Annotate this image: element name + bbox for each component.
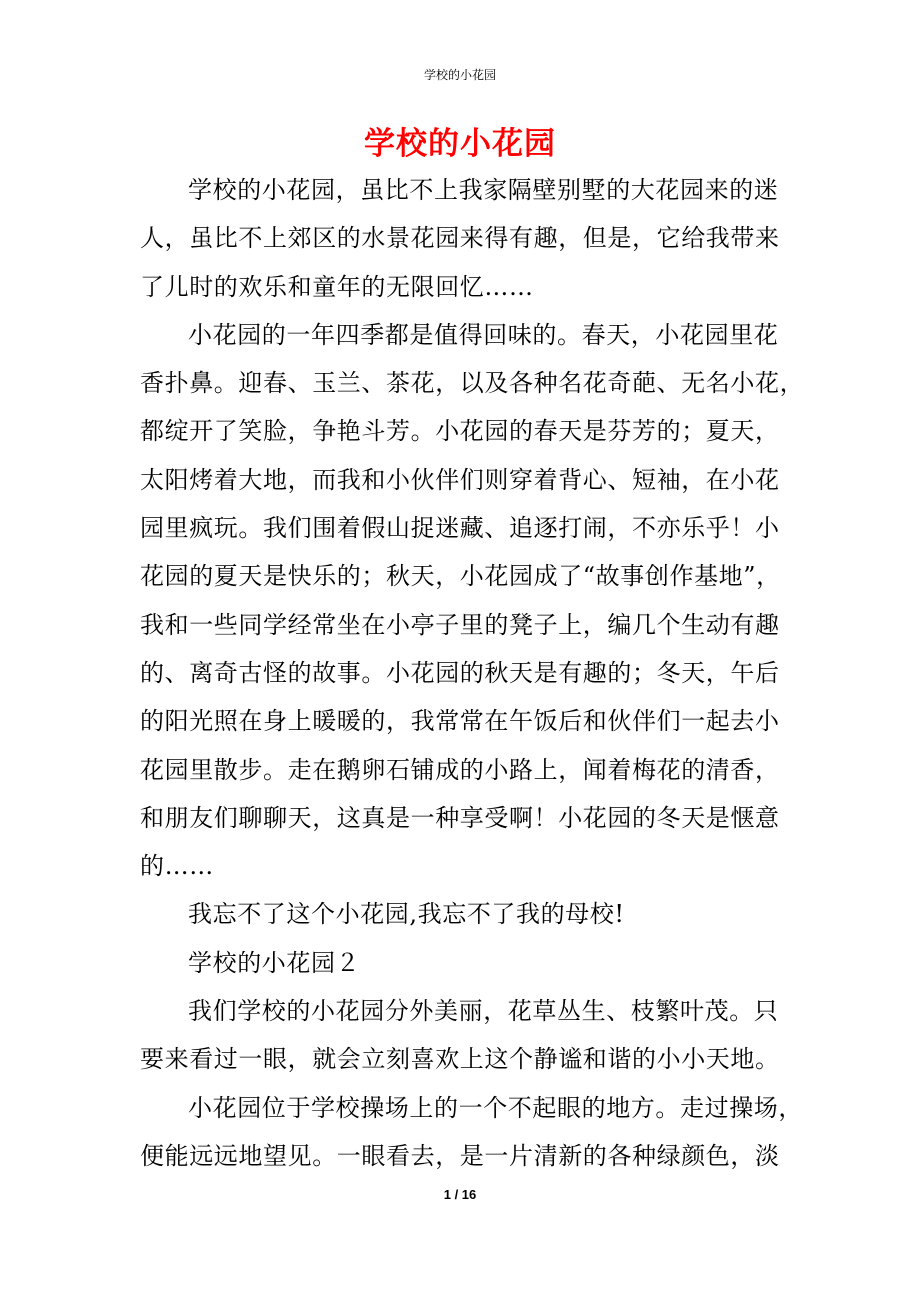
text-line: 我们学校的小花园分外美丽，花草丛生、枝繁叶茂。只 — [188, 997, 779, 1026]
text-line: 我忘不了这个小花园,我忘不了我的母校! — [188, 900, 625, 929]
text-line: 和朋友们聊聊天，这真是一种享受啊！小花园的冬天是惬意 — [140, 803, 780, 832]
text-line: 便能远远地望见。一眼看去，是一片清新的各种绿颜色，淡 — [140, 1141, 780, 1170]
text-line: 我和一些同学经常坐在小亭子里的凳子上，编几个生动有趣 — [140, 610, 780, 639]
text-line: 花园里散步。走在鹅卵石铺成的小路上，闻着梅花的清香， — [140, 755, 780, 784]
page-number: 1 / 16 — [443, 1187, 477, 1202]
text-line: 园里疯玩。我们围着假山捉迷藏、追逐打闹，不亦乐乎！小 — [140, 514, 780, 543]
text-line: 都绽开了笑脸，争艳斗芳。小花园的春天是芬芳的；夏天， — [140, 417, 780, 446]
text-line: 要来看过一眼，就会立刻喜欢上这个静谧和谐的小小天地。 — [140, 1045, 780, 1074]
text-line: 的阳光照在身上暖暖的，我常常在午饭后和伙伴们一起去小 — [140, 707, 780, 736]
document-title: 学校的小花园 — [364, 126, 556, 162]
text-line: 的…… — [140, 852, 214, 881]
text-line: 学校的小花园，虽比不上我家隔壁别墅的大花园来的迷 — [188, 176, 779, 204]
text-line: 的、离奇古怪的故事。小花园的秋天是有趣的；冬天，午后 — [140, 658, 780, 687]
text-line: 人，虽比不上郊区的水景花园来得有趣，但是，它给我带来 — [140, 224, 780, 253]
text-line: 了儿时的欢乐和童年的无限回忆…… — [140, 272, 534, 301]
document-body — [140, 166, 820, 1180]
text-line: 小花园位于学校操场上的一个不起眼的地方。走过操场， — [188, 1093, 803, 1122]
text-line: 小花园的一年四季都是值得回味的。春天，小花园里花 — [188, 320, 779, 349]
running-header: 学校的小花园 — [423, 68, 496, 82]
text-line: 学校的小花园２ — [188, 948, 361, 977]
text-line: 花园的夏天是快乐的；秋天，小花园成了“故事创作基地”， — [140, 562, 781, 591]
text-line: 香扑鼻。迎春、玉兰、茶花，以及各种名花奇葩、无名小花， — [140, 369, 805, 398]
text-line: 太阳烤着大地，而我和小伙伴们则穿着背心、短袖，在小花 — [140, 465, 780, 494]
